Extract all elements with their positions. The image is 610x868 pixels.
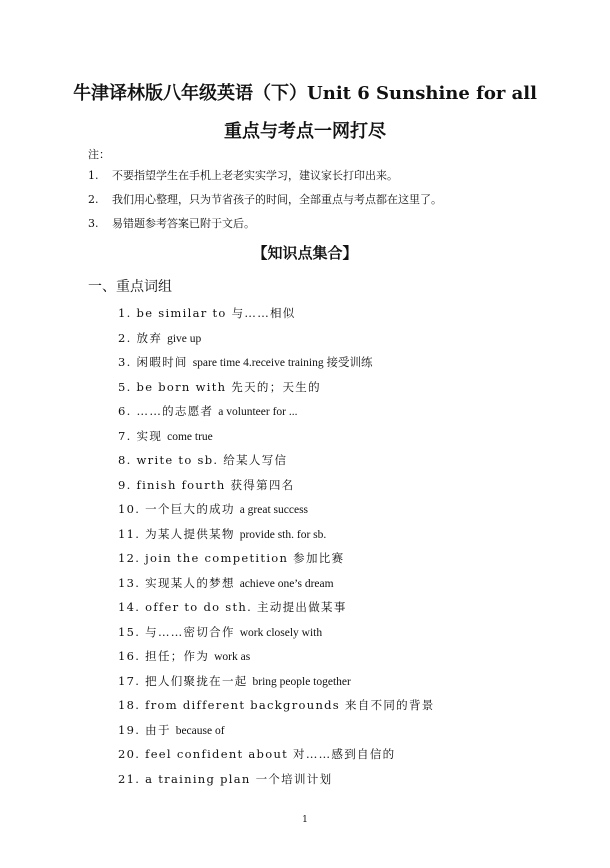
phrase-text: 18. from different backgrounds 来自不同的背景 xyxy=(118,698,435,712)
document-title: 牛津译林版八年级英语（下）Unit 6 Sunshine for all xyxy=(73,83,537,104)
phrase-item xyxy=(118,549,558,574)
phrase-item xyxy=(118,427,558,452)
phrase-english: come true xyxy=(167,430,213,443)
phrase-text: 17. 把人们聚拢在一起 xyxy=(118,673,253,688)
phrase-item xyxy=(118,647,558,672)
note-text: 易错题参考答案已附于文后。 xyxy=(112,217,255,230)
notes-label: 注： xyxy=(88,148,110,161)
phrase-text: 5. be born with 先天的；天生的 xyxy=(118,379,321,394)
phrase-item xyxy=(118,623,558,648)
phrase-english: because of xyxy=(175,724,225,737)
note-number: 3. xyxy=(88,217,99,230)
phrase-english: give up xyxy=(167,332,202,345)
phrase-item xyxy=(118,672,558,697)
note-text: 不要指望学生在手机上老老实实学习，建议家长打印出来。 xyxy=(112,169,398,182)
phrase-item xyxy=(118,402,558,427)
phrase-english: a great success xyxy=(239,504,309,516)
document-subtitle: 重点与考点一网打尽 xyxy=(224,121,386,142)
phrase-item xyxy=(118,696,558,721)
note-text: 我们用心整理，只为节省孩子的时间，全部重点与考点都在这里了。 xyxy=(112,193,442,206)
phrase-english: provide sth. for sb. xyxy=(239,528,327,541)
note-number: 1. xyxy=(88,169,99,182)
phrase-text: 16. 担任；作为 xyxy=(118,649,215,663)
phrase-item xyxy=(118,770,558,795)
phrase-text: 10. 一个巨大的成功 xyxy=(118,502,240,516)
phrase-text: 12. join the competition 参加比赛 xyxy=(118,551,345,565)
phrase-item xyxy=(118,451,558,476)
phrase-text: 9. finish fourth 获得第四名 xyxy=(118,477,295,492)
phrase-item xyxy=(118,500,558,525)
phrase-item xyxy=(118,721,558,746)
phrase-english: spare time 4.receive training 接受训练 xyxy=(192,357,373,369)
phrase-text: 8. write to sb. 给某人写信 xyxy=(118,453,288,467)
phrase-item xyxy=(118,304,558,329)
phrase-item xyxy=(118,574,558,599)
phrase-english: work closely with xyxy=(239,626,323,639)
phrase-list xyxy=(118,304,558,794)
phrase-item xyxy=(118,525,558,550)
phrase-item xyxy=(118,745,558,770)
phrase-text: 11. 为某人提供某物 xyxy=(118,526,240,541)
phrase-text: 2. 放弃 xyxy=(118,330,168,345)
note-item xyxy=(88,168,548,192)
phrase-item xyxy=(118,329,558,354)
notes-list xyxy=(88,168,548,240)
phrase-text: 3. 闲暇时间 xyxy=(118,355,193,369)
page-number: 1 xyxy=(302,815,308,825)
section-title: 【知识点集合】 xyxy=(252,244,358,262)
phrase-english: a volunteer for ... xyxy=(218,406,298,418)
section-heading: 一、重点词组 xyxy=(88,279,172,295)
phrase-text: 7. 实现 xyxy=(118,428,168,443)
phrase-text: 15. 与……密切合作 xyxy=(118,624,240,639)
phrase-text: 14. offer to do sth. 主动提出做某事 xyxy=(118,600,347,614)
phrase-english: work as xyxy=(214,651,251,663)
note-item xyxy=(88,216,548,240)
phrase-item xyxy=(118,598,558,623)
phrase-text: 20. feel confident about 对……感到自信的 xyxy=(118,747,396,761)
phrase-text: 13. 实现某人的梦想 xyxy=(118,575,240,590)
note-item xyxy=(88,192,548,216)
phrase-text: 6. ……的志愿者 xyxy=(118,404,219,418)
phrase-text: 1. be similar to 与……相似 xyxy=(118,306,296,320)
phrase-english: bring people together xyxy=(252,675,351,688)
phrase-english: achieve one’s dream xyxy=(239,577,334,590)
phrase-item xyxy=(118,476,558,501)
phrase-text: 21. a training plan 一个培训计划 xyxy=(118,771,333,786)
phrase-item xyxy=(118,378,558,403)
note-number: 2. xyxy=(88,193,99,206)
phrase-text: 19. 由于 xyxy=(118,722,176,737)
phrase-item xyxy=(118,353,558,378)
